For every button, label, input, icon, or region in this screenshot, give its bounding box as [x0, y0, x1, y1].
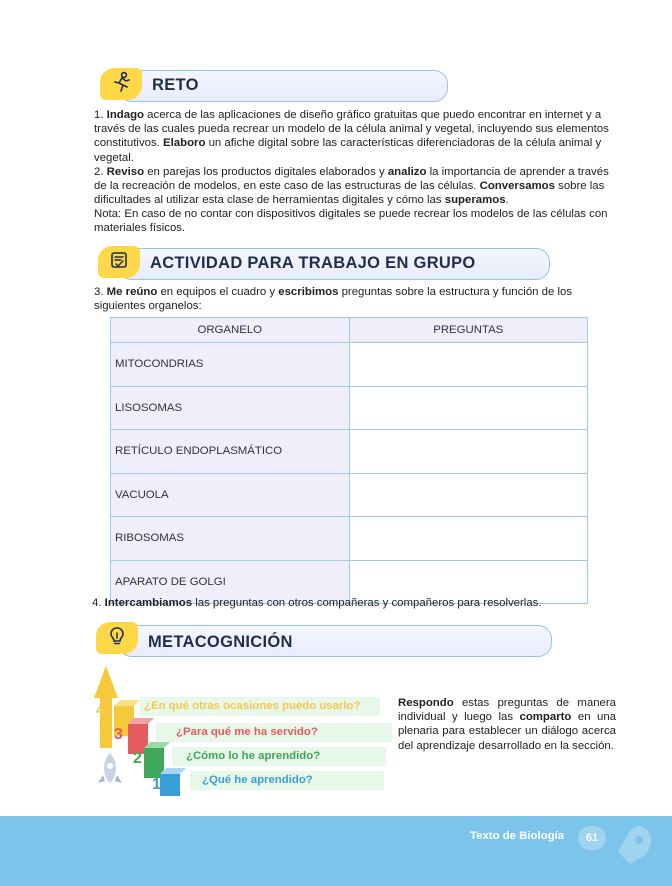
reto-note: Nota: En caso de no contar con dispositivos digitales se puede recrear los modelos de las células con materiales físicos.	[94, 208, 608, 235]
step-number-4: 4	[96, 702, 105, 719]
header-organelo: ORGANELO	[111, 318, 350, 343]
actividad-title: ACTIVIDAD PARA TRABAJO EN GRUPO	[150, 254, 476, 272]
step-number-1: 1	[152, 776, 161, 793]
preguntas-cell[interactable]	[349, 430, 588, 474]
clipboard-icon	[108, 249, 130, 276]
step-label-2: ¿Cómo lo he aprendido?	[172, 747, 386, 766]
table-row	[111, 473, 588, 517]
step-label-3: ¿Para qué me ha servido?	[156, 723, 392, 742]
organelo-cell: MITOCONDRIAS	[111, 343, 350, 387]
preguntas-cell[interactable]	[349, 517, 588, 561]
preguntas-cell[interactable]	[349, 386, 588, 430]
reto-badge	[100, 68, 142, 100]
step-label-1: ¿Qué he aprendido?	[190, 771, 384, 790]
organelos-table	[110, 317, 588, 604]
table-row	[111, 517, 588, 561]
reto-paragraph-2: 2. Reviso en parejas los productos digitales elaborados y analizo la importancia de aprender a través de la recreación de modelos, en este caso de las estructuras de las células. Conversamos sobre las dificultades al utilizar esta clase de herramientas digitales y cómo las superamos.	[94, 166, 609, 207]
organelo-cell: RETÍCULO ENDOPLASMÁTICO	[111, 430, 350, 474]
table-row	[111, 430, 588, 474]
step-number-3: 3	[114, 726, 123, 743]
footer-rocket-icon	[600, 820, 660, 885]
step-label-4: ¿En qué otras ocasiones puedo usarlo?	[140, 697, 380, 716]
header-preguntas: PREGUNTAS	[349, 318, 588, 343]
footer-book-title: Texto de Biología	[470, 830, 565, 842]
preguntas-cell[interactable]	[349, 473, 588, 517]
preguntas-cell[interactable]	[349, 343, 588, 387]
page-number: 61	[578, 826, 606, 850]
organelo-cell: VACUOLA	[111, 473, 350, 517]
actividad-badge	[98, 246, 140, 278]
rocket-icon	[98, 753, 122, 783]
respondo-paragraph: Respondo estas preguntas de manera individual y luego las comparto en una plenaria para establecer un diálogo acerca del aprendizaje desarrollado en la sección.	[398, 697, 616, 752]
table-row	[111, 386, 588, 430]
step-number-2: 2	[133, 750, 142, 767]
metacognicion-badge	[96, 622, 138, 654]
organelo-cell: LISOSOMAS	[111, 386, 350, 430]
reto-paragraph-1: 1. Indago acerca de las aplicaciones de diseño gráfico gratuitas que puedo encontrar en internet y a través de las cuales pueda recrear un modelo de la célula animal y vegetal, incluyendo sus elementos constitutivos. Elaboro un afiche digital sobre las características diferenciadoras de la célula animal y vegetal.	[94, 109, 609, 164]
actividad-paragraph-3: 3. Me reúno en equipos el cuadro y escribimos preguntas sobre la estructura y función de los siguientes organelos:	[94, 286, 573, 313]
organelo-cell: APARATO DE GOLGI	[111, 560, 350, 604]
table-row	[111, 343, 588, 387]
runner-icon	[110, 71, 132, 98]
actividad-paragraph-4: 4. Intercambiamos las preguntas con otros compañeras y compañeros para resolverlas.	[92, 597, 542, 609]
table-header-row	[111, 318, 588, 343]
footer-band	[0, 816, 672, 886]
lightbulb-icon	[106, 625, 128, 652]
reto-title: RETO	[152, 76, 199, 94]
organelo-cell: RIBOSOMAS	[111, 517, 350, 561]
metacognicion-title: METACOGNICIÓN	[148, 633, 293, 651]
